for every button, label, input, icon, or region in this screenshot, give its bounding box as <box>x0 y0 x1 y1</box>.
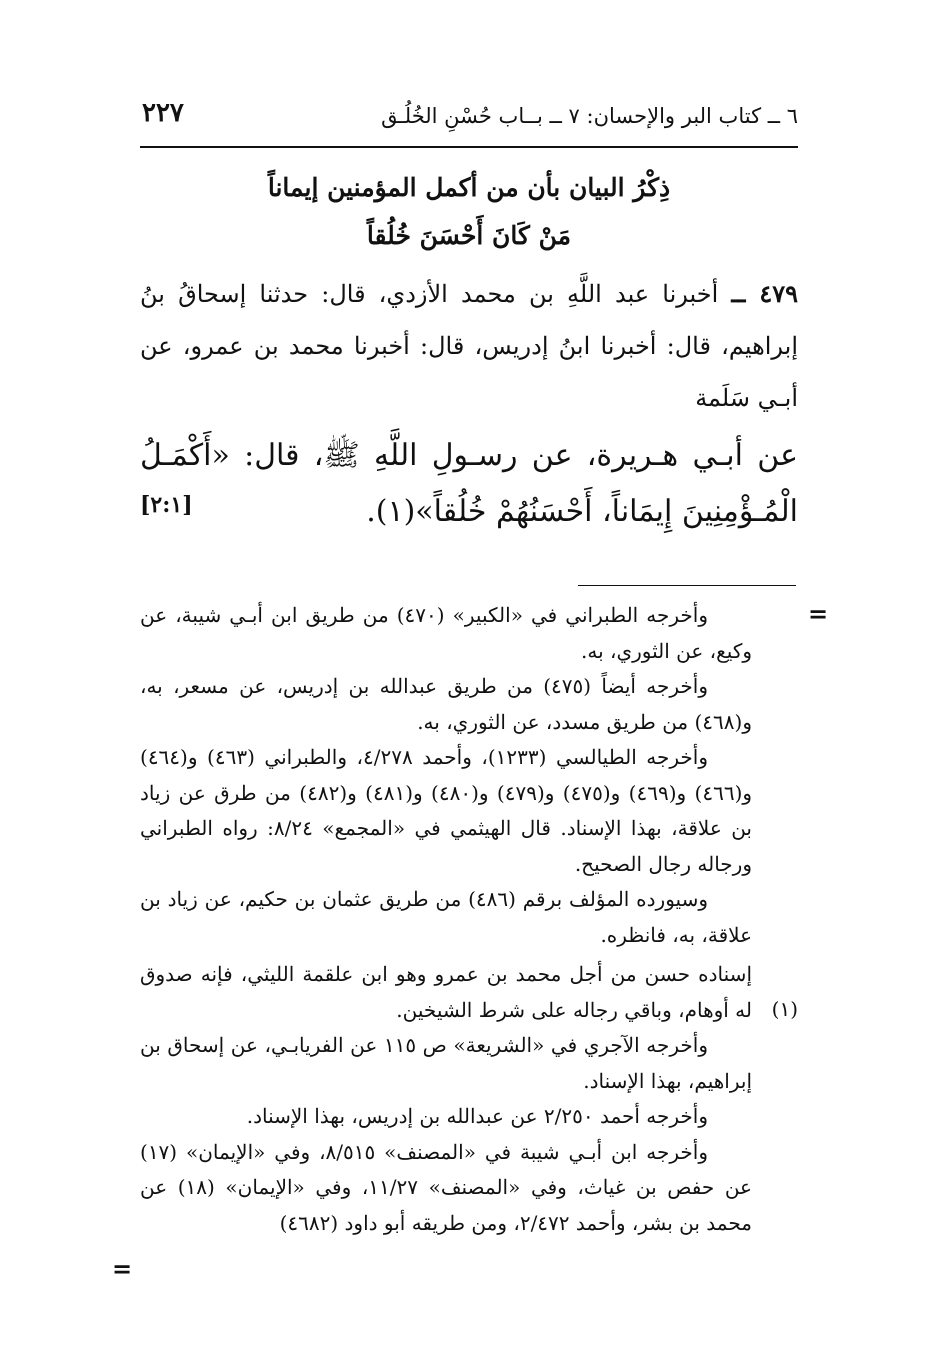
footnote-continuation-mark-bottom: = <box>112 1254 133 1283</box>
hadith-reference: [٢:١] <box>140 492 193 518</box>
page-number: ٢٢٧ <box>142 98 184 128</box>
section-heading-line-1: ذِكْرُ البيان بأن من أكمل المؤمنين إيماناً <box>267 173 671 202</box>
hadith-isnad <box>140 268 798 424</box>
hadith-matn: عن أبـي هـريرة، عن رسـولِ اللَّهِ ﷺ، قال: «أَكْمَـلُ الْمُـؤْمِنِينَ إِيمَاناً، أَحْسَنُهُمْ خُلُقاً»(١). <box>140 438 798 529</box>
running-header-title: ٦ ــ كتاب البر والإحسان: ٧ ــ بــاب حُسْنِ الخُلُـق <box>381 104 798 128</box>
footnote-1-paragraph: وأخرجه ابن أبـي شيبة في «المصنف» ٨/٥١٥، وفي «الإيمان» (١٧) عن حفص بن غياث، وفي «المصنف» ١١/٢٧، وفي «الإيمان» (١٨) عن محمد بن بشر، وأحمد ٢/٤٧٢، ومن طريقه أبو داود (٤٦٨٢) <box>140 1139 752 1235</box>
footnote-paragraph: وأخرجه الطبراني في «الكبير» (٤٧٠) من طريق ابن أبـي شيبة، عن وكيع، عن الثوري، به. <box>140 603 752 663</box>
section-heading-line-2: مَنْ كَانَ أَحْسَنَ خُلُقاً <box>366 221 572 250</box>
section-heading <box>140 164 798 260</box>
hadith-number: ٤٧٩ ــ <box>731 279 798 308</box>
footnote-1-number: (١) <box>771 997 798 1021</box>
footnote-paragraph: وأخرجه أيضاً (٤٧٥) من طريق عبدالله بن إدريس، عن مسعر، به، و(٤٦٨) من طريق مسدد، عن الثوري، به. <box>140 674 752 734</box>
footnotes-block <box>140 598 752 1241</box>
footnote-1-paragraph: إسناده حسن من أجل محمد بن عمرو وهو ابن علقمة الليثي، فإنه صدوق له أوهام، وباقي رجاله على شرط الشيخين. <box>140 962 752 1022</box>
footnote-1-paragraph: وأخرجه الآجري في «الشريعة» ص ١١٥ عن الفريابـي، عن إسحاق بن إبراهيم، بهذا الإسناد. <box>140 1033 752 1093</box>
header-rule <box>140 146 798 148</box>
footnote-1-paragraph: وأخرجه أحمد ٢/٢٥٠ عن عبدالله بن إدريس، بهذا الإسناد. <box>246 1104 708 1128</box>
hadith-isnad-text: أخبرنا عبد اللَّهِ بن محمد الأزدي، قال: حدثنا إسحاقُ بنُ إبراهيم، قال: أخبرنا ابنُ إدريس، قال: أخبرنا محمد بن عمرو، عن أبـي سَلَمة <box>140 280 798 412</box>
footnote-rule <box>578 585 796 586</box>
footnote-continuation-mark-top: = <box>808 599 829 628</box>
footnote-paragraph: وسيورده المؤلف برقم (٤٨٦) من طريق عثمان بن حكيم، عن زياد بن علاقة، به، فانظره. <box>140 887 752 947</box>
footnote-paragraph: وأخرجه الطيالسي (١٢٣٣)، وأحمد ٤/٢٧٨، والطبراني (٤٦٣) و(٤٦٤) و(٤٦٦) و(٤٦٩) و(٤٧٥) و(٤٧٩) و(٤٨٠) و(٤٨١) و(٤٨٢) من طرق عن زياد بن علاقة، بهذا الإسناد. قال الهيثمي في «المجمع» ٨/٢٤: رواه الطبراني ورجاله رجال الصحيح. <box>140 745 753 876</box>
